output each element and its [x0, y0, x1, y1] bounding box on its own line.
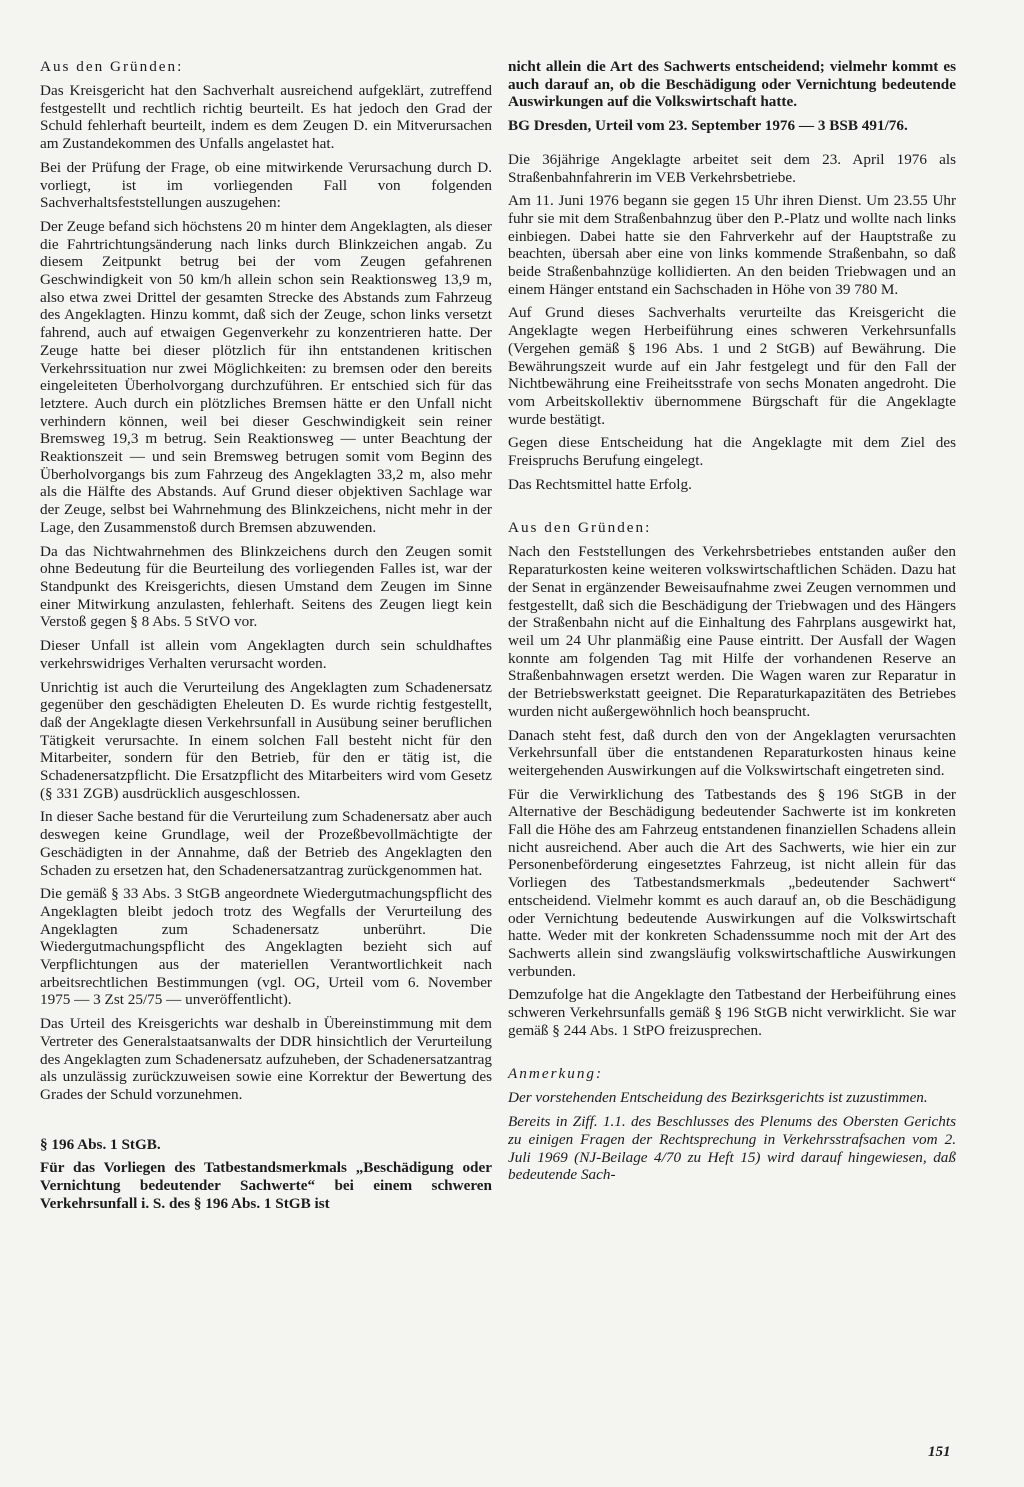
annotation-heading: Anmerkung: [508, 1065, 604, 1083]
section-heading: Aus den Gründen: [508, 519, 652, 537]
section-heading: Aus den Gründen: [40, 58, 184, 75]
right-column [508, 58, 956, 1190]
paragraph: Danach steht fest, daß durch den von der Angeklagten verursachten Verkehrsunfall über die entstandenen Reparaturkosten hinaus keine weitergehenden Auswirkungen auf die Volkswirtschaft eingetreten sind. [508, 726, 956, 779]
paragraph: Das Kreisgericht hat den Sachverhalt ausreichend aufgeklärt, zutreffend festgestellt und rechtlich richtig beurteilt. Es hat jedoch den Grad der Schuld fehlerhaft beurteilt, indem es dem Zeugen D. ein Mitverursachen am Zustandekommen des Unfalls angelastet hat. [40, 82, 492, 153]
paragraph: Gegen diese Entscheidung hat die Angeklagte mit dem Ziel des Freispruchs Berufung eingelegt. [508, 434, 956, 470]
paragraph: Da das Nichtwahrnehmen des Blinkzeichens durch den Zeugen somit ohne Bedeutung für die Beurteilung des vorliegenden Falles ist, war der Standpunkt des Kreisgerichts, diesen Umstand dem Zeugen im Sinne einer Mitwirkung anzulasten, fehlerhaft. Seitens des Zeugen liegt kein Verstoß gegen § 8 Abs. 5 StVO vor. [40, 542, 492, 631]
paragraph: Nach den Feststellungen des Verkehrsbetriebes entstanden außer den Reparaturkosten keine weiteren volkswirtschaftlichen Schäden. Dazu hat der Senat in ergänzender Beweisaufnahme zwei Zeugen vernommen und festgestellt, daß sich die Beschädigung der Triebwagen und des Hängers der Straßenbahn nicht auf die Einhaltung des Fahrplans ausgewirkt hat, weil um 24 Uhr planmäßig eine Pause eintritt. Der Ausfall der Wagen konnte am folgenden Tag mit Hilfe der vorhandenen Reserve an Straßenbahnwagen ersetzt werden. Die Wagen waren zur Reparatur in der Betriebswerkstatt geeignet. Die Reparaturkapazitäten des Betriebes wurden nicht außergewöhnlich hoch beansprucht. [508, 543, 956, 720]
paragraph: Die 36jährige Angeklagte arbeitet seit dem 23. April 1976 als Straßenbahnfahrerin im VEB Verkehrsbetriebe. [508, 150, 956, 186]
paragraph: In dieser Sache bestand für die Verurteilung zum Schadenersatz aber auch deswegen keine Grundlage, weil der Prozeßbevollmächtigte der Geschädigten in der Annahme, daß der Betrieb des Angeklagten den Schaden zu ersetzen hat, den Schadenersatzantrag zurückgenommen hat. [40, 808, 492, 879]
paragraph: Für die Verwirklichung des Tatbestands des § 196 StGB in der Alternative der Beschädigung bedeutender Sachwerte ist im konkreten Fall die Höhe des am Fahrzeug entstandenen finanziellen Schadens allein nicht ausreichend. Aber auch die Art des Sachwerts, wie hier ein zur Personenbeförderung eingesetztes Fahrzeug, ist nicht allein für das Vorliegen des Tatbestandsmerkmals „bedeutender Sachwert“ entscheidend. Vielmehr kommt es auch darauf an, ob die Beschädigung oder Vernichtung bedeutende Auswirkungen auf die Volkswirtschaft hatte. Weder mit der konkreten Schadenssumme noch mit der Art des Sachwerts allein sind zwangsläufig volkswirtschaftliche Auswirkungen verbunden. [508, 785, 956, 980]
paragraph: Demzufolge hat die Angeklagte den Tatbestand der Herbeiführung eines schweren Verkehrsunfalls gemäß § 196 StGB nicht verwirklicht. Sie war gemäß § 244 Abs. 1 StPO freizusprechen. [508, 986, 956, 1039]
paragraph: Die gemäß § 33 Abs. 3 StGB angeordnete Wiedergutmachungspflicht des Angeklagten bleibt jedoch trotz des Wegfalls der Verurteilung des Angeklagten zum Schadenersatz unberührt. Die Wiedergutmachungspflicht des Angeklagten bezieht sich auf Verpflichtungen aus der materiellen Verantwortlichkeit nach arbeitsrechtlichen Bestimmungen (vgl. OG, Urteil vom 6. November 1975 — 3 Zst 25/75 — unveröffentlicht). [40, 885, 492, 1009]
paragraph: Am 11. Juni 1976 begann sie gegen 15 Uhr ihren Dienst. Um 23.55 Uhr fuhr sie mit dem Straßenbahnzug über den P.-Platz und wollte nach links einbiegen. Dabei hatte sie den Fahrverkehr auf der Hauptstraße zu beachten, übersah aber eine von links kommende Straßenbahn, so daß beide Straßenbahnzüge kollidierten. An den beiden Triebwagen und an einem Hänger entstand ein Sachschaden in Höhe von 39 780 M. [508, 192, 956, 298]
court-citation: BG Dresden, Urteil vom 23. September 1976 — 3 BSB 491/76. [508, 117, 908, 135]
annotation-paragraph: Bereits in Ziff. 1.1. des Beschlusses des Plenums des Obersten Gerichts zu einigen Fragen der Rechtsprechung in Verkehrsstrafsachen vom 2. Juli 1969 (NJ-Beilage 4/70 zu Heft 15) wird darauf hingewiesen, daß bedeutende Sach- [508, 1113, 956, 1184]
paragraph: Dieser Unfall ist allein vom Angeklagten durch sein schuldhaftes verkehrswidriges Verhalten verursacht worden. [40, 637, 492, 672]
paragraph: Auf Grund dieses Sachverhalts verurteilte das Kreisgericht die Angeklagte wegen Herbeiführung eines schweren Verkehrsunfalls (Vergehen gemäß § 196 Abs. 1 und 2 StGB) auf Bewährung. Die Bewährungszeit wurde auf ein Jahr festgelegt und für den Fall der Nichtbewährung eine Freiheitsstrafe von sechs Monaten angedroht. Die vom Arbeitskollektiv übernommene Bürgschaft für die Angeklagte wurde bestätigt. [508, 304, 956, 428]
left-column [40, 58, 492, 1218]
paragraph: Bei der Prüfung der Frage, ob eine mitwirkende Verursachung durch D. vorliegt, ist im vorliegenden Fall von folgenden Sachverhaltsfeststellungen auszugehen: [40, 158, 492, 212]
paragraph: Unrichtig ist auch die Verurteilung des Angeklagten zum Schadenersatz gegenüber den geschädigten Eheleuten D. Es wurde richtig festgestellt, daß der Angeklagte diesen Verkehrsunfall in Ausübung seiner beruflichen Tätigkeit verursachte. In einem solchen Fall besteht nicht für den Mitarbeiter, sondern für den Betrieb, für den er tätig ist, die Schadenersatzpflicht. Die Ersatzpflicht des Mitarbeiters wird vom Gesetz (§ 331 ZGB) ausdrücklich ausgeschlossen. [40, 678, 492, 802]
paragraph: Der Zeuge befand sich höchstens 20 m hinter dem Angeklagten, als dieser die Fahrtrichtungsänderung nach links durch Blinkzeichen angab. Zu diesem Zeitpunkt betrug bei der vom Zeugen gefahrenen Geschwindigkeit von 50 km/h allein schon sein Reaktionsweg 13,9 m, also etwa zwei Drittel der gesamten Strecke des Abstands zum Fahrzeug des Angeklagten. Hinzu kommt, daß sich der Zeuge, schon links versetzt fahrend, auch auf etwaigen Gegenverkehr zu konzentrieren hatte. Der Zeuge hatte bei dieser plötzlich für ihn entstandenen kritischen Verkehrssituation nur zwei Möglichkeiten: zu bremsen oder den bereits eingeleiteten Überholvorgang durchzuführen. Er entschied sich für das letztere. Auch durch ein plötzliches Bremsen hätte er den Unfall nicht verhindern können, weil bei dieser Geschwindigkeit sein reiner Bremsweg 19,3 m betrug. Sein Reaktionsweg — unter Beachtung der Reaktionszeit — und sein Bremsweg betrugen somit vom Beginn des Überholvorgangs bis zum Fahrzeug des Angeklagten 33,2 m, also mehr als die Hälfte des Abstands. Auf Grund dieser objektiven Sachlage war der Zeuge, selbst bei Wahrnehmung des Blinkzeichens, nicht mehr in der Lage, den Zusammenstoß durch Bremsen abzuwenden. [40, 217, 492, 536]
paragraph: Das Urteil des Kreisgerichts war deshalb in Übereinstimmung mit dem Vertreter des Generalstaatsanwalts der DDR hinsichtlich der Verurteilung des Angeklagten zum Schadenersatz aufzuheben, der Schadenersatzantrag als unzulässig zurückzuweisen sowie eine Korrektur der Bewertung des Grades der Schuld vorzunehmen. [40, 1015, 492, 1103]
page-number: 151 [928, 1444, 951, 1460]
statute-reference: § 196 Abs. 1 StGB. [40, 1135, 161, 1153]
headnote: Für das Vorliegen des Tatbestandsmerkmals „Beschädigung oder Vernichtung bedeutender Sachwerte“ bei einem schweren Verkehrsunfall i. S. des § 196 Abs. 1 StGB ist [40, 1159, 492, 1212]
headnote-continued: nicht allein die Art des Sachwerts entscheidend; vielmehr kommt es auch darauf an, ob die Beschädigung oder Vernichtung bedeutende Auswirkungen auf die Volkswirtschaft hatte. [508, 58, 956, 111]
annotation-paragraph: Der vorstehenden Entscheidung des Bezirksgerichts ist zuzustimmen. [508, 1089, 928, 1107]
paragraph: Das Rechtsmittel hatte Erfolg. [508, 475, 692, 493]
